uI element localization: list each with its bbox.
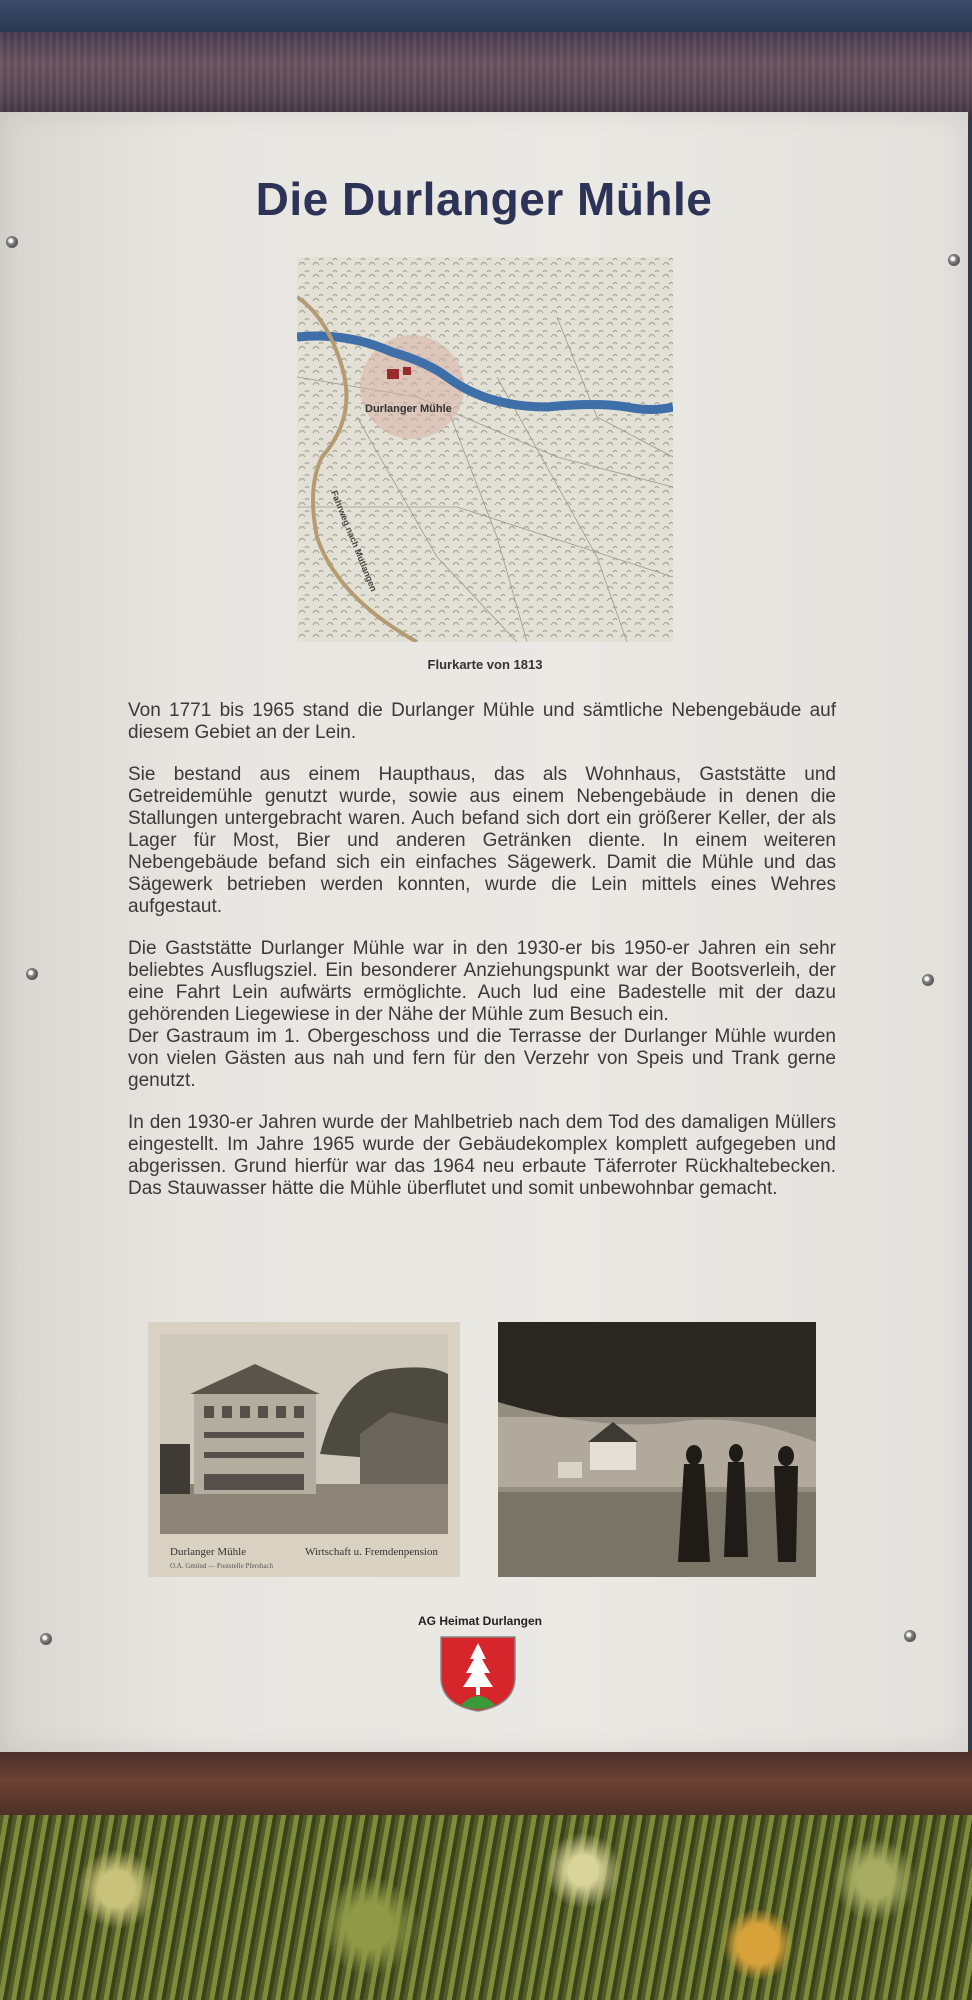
paragraph-closure: In den 1930-er Jahren wurde der Mahlbetrieb nach dem Tod des damaligen Müllers eingestellt. Im Jahre 1965 wurde der Gebäudekomplex komplett aufgegeben und abgerissen. Grund hierfür war das 1964 neu erbaute Täferroter Rückhaltebecken. Das Stauwasser hätte die Mühle überflutet und somit unbewohnbar gemacht. (128, 1112, 836, 1199)
main-text (128, 700, 836, 1220)
coat-of-arms (439, 1635, 517, 1713)
map-drawing (297, 257, 673, 642)
map-label-mill: Durlanger Mühle (365, 403, 452, 415)
organization-name: AG Heimat Durlangen (417, 1614, 543, 1628)
sign-frame-bottom (0, 1750, 972, 1818)
photo-caption-small: O.A. Gmünd — Poststelle Pfersbach (170, 1562, 274, 1570)
photo-caption-left: Durlanger Mühle (170, 1546, 247, 1558)
screw (26, 968, 38, 980)
page-title: Die Durlanger Mühle (255, 173, 713, 225)
map-label-road: Fahrweg nach Mutlangen (329, 489, 379, 593)
mill-highlight (360, 335, 464, 439)
paragraph-history: Von 1771 bis 1965 stand die Durlanger Mühle und sämtliche Nebengebäude auf diesem Gebiet an der Lein. (128, 700, 836, 743)
screw (948, 254, 960, 266)
historic-map (297, 257, 673, 642)
screw (904, 1630, 916, 1642)
map-caption: Flurkarte von 1813 (427, 657, 543, 672)
information-board (0, 112, 968, 1752)
screw (922, 974, 934, 986)
sign-frame-top (0, 32, 972, 120)
mill-photo-image (160, 1334, 448, 1534)
screw (6, 236, 18, 248)
historic-photo-visitors (498, 1322, 816, 1577)
paragraph-guestroom: Der Gastraum im 1. Obergeschoss und die Terrasse der Durlanger Mühle wurden von vielen Gästen aus nah und fern für den Verzehr von Speis und Trank gerne genutzt. (128, 1026, 836, 1091)
screw (40, 1633, 52, 1645)
photo-caption-right: Wirtschaft u. Fremdenpension (304, 1546, 438, 1558)
fir-tree-crest-icon (439, 1635, 517, 1713)
paragraph-destination: Die Gaststätte Durlanger Mühle war in den 1930-er bis 1950-er Jahren ein sehr beliebtes Ausflugsziel. Ein besonderer Anziehungspunkt war der Bootsverleih, der eine Fahrt Lein aufwärts ermöglichte. Auch lud eine Badestelle mit der dazu gehörenden Liegewiese in der Nähe der Mühle zum Besuch ein. (128, 938, 836, 1025)
historic-photo-mill (148, 1322, 460, 1577)
grass-foreground (0, 1815, 972, 2000)
paragraph-buildings: Sie bestand aus einem Haupthaus, das als Wohnhaus, Gaststätte und Getreidemühle genutzt wurde, sowie aus einem Nebengebäude in denen die Stallungen untergebracht waren. Auch befand sich dort ein größerer Keller, der als Lager für Most, Bier und anderen Getränken diente. In einem weiteren Nebengebäude befand sich ein einfaches Sägewerk. Damit die Mühle und das Sägewerk betrieben werden konnten, wurde die Lein mittels eines Wehres aufgestaut. (128, 764, 836, 917)
